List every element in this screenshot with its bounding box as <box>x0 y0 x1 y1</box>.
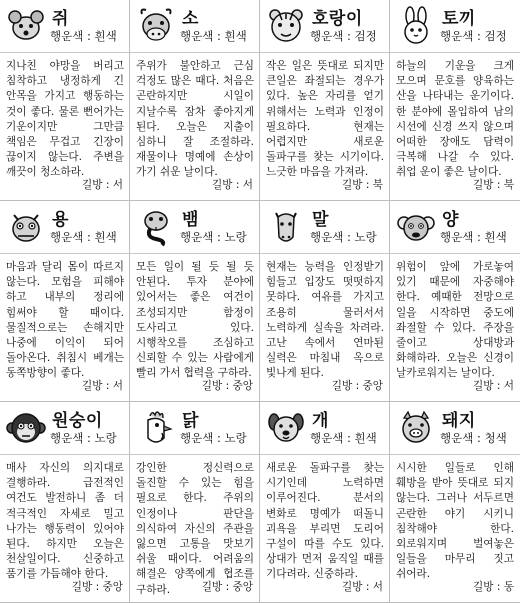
lucky-color-value: 검정 <box>484 29 507 43</box>
zodiac-cell-rat <box>0 0 130 201</box>
cell-header <box>260 0 390 53</box>
cell-header <box>0 402 130 455</box>
lucky-direction-label: 길방 : <box>201 380 233 392</box>
lucky-color-value: 청색 <box>484 431 507 445</box>
rabbit-icon <box>396 6 436 46</box>
lucky-direction-label: 길방 : <box>472 581 504 593</box>
zodiac-cell-rabbit <box>390 0 520 201</box>
zodiac-name: 용 <box>52 210 69 230</box>
lucky-color <box>310 229 377 245</box>
lucky-direction-label: 길방 : <box>341 581 373 593</box>
lucky-color-label: 행운색 : <box>310 230 355 244</box>
lucky-direction-label: 길방 : <box>331 380 363 392</box>
fortune-text: 현재는 능력을 인정받기 힘들고 입장도 떳떳하지 못하다. 여유를 가지고 조용히 물러서서 노력하게 실속을 차려라. 고난 속에서 연마된 실력은 마침내 옥으로 빛나게 된다. <box>266 261 384 380</box>
lucky-direction-label: 길방 : <box>71 581 103 593</box>
zodiac-cell-ox <box>130 0 260 201</box>
lucky-direction <box>82 177 123 192</box>
lucky-color-label: 행운색 : <box>440 230 485 244</box>
lucky-direction <box>473 378 514 393</box>
zodiac-name: 뱀 <box>182 210 199 230</box>
cell-header <box>0 0 130 53</box>
lucky-color-label: 행운색 : <box>310 29 355 43</box>
fortune-text: 모든 일이 될 듯 될 듯 안된다. 투자 분야에 있어서는 좋은 여건이 조성되지만 함정이 도사리고 있다. 시행착오를 조심하고 신뢰할 수 있는 사람에게 빨리 가서 협력을 구하라. <box>136 261 254 380</box>
lucky-color-label: 행운색 : <box>180 29 225 43</box>
snake-icon <box>136 207 176 247</box>
lucky-color-value: 흰색 <box>224 29 247 43</box>
zodiac-cell-pig <box>390 402 520 603</box>
zodiac-name: 닭 <box>182 411 199 431</box>
lucky-color-label: 행운색 : <box>180 230 225 244</box>
cell-header <box>130 402 260 455</box>
zodiac-name: 돼지 <box>442 411 476 431</box>
lucky-color-label: 행운색 : <box>50 230 95 244</box>
lucky-color <box>440 28 507 44</box>
fortune-text: 위험이 앞에 가로놓여 있기 때문에 자중해야 한다. 예때한 전망으로 일을 시작하면 중도에 좌절할 수 있다. 주장을 줄이고 상대방과 화해하라. 오늘은 신경이 날카로워지는 날이다. <box>396 261 514 380</box>
lucky-direction-value: 서 <box>503 380 514 392</box>
zodiac-name: 소 <box>182 9 199 29</box>
monkey-icon <box>6 408 46 448</box>
cell-header <box>130 201 260 254</box>
lucky-color-label: 행운색 : <box>50 29 95 43</box>
zodiac-cell-monkey <box>0 402 130 603</box>
lucky-direction-label: 길방 : <box>81 179 113 191</box>
lucky-direction-label: 길방 : <box>201 581 233 593</box>
lucky-direction-value: 북 <box>372 179 383 191</box>
lucky-direction-value: 중앙 <box>102 581 123 593</box>
lucky-color-value: 흰색 <box>94 29 117 43</box>
fortune-text: 주위가 불안하고 근심 걱정도 많은 때다. 처음은 곤란하지만 시일이 지날수록 잠차 좋아지게 된다. 오늘은 지출이 심하니 잘 조절하라. 재물이나 명예에 손상이 가기 쉬운 날이다. <box>136 60 254 179</box>
fortune-text: 작은 일은 뜻대로 되지만 큰일은 좌절되는 경우가 있다. 높은 자리를 얻기 위해서는 노력과 인정이 필요하다. 현재는 어렵지만 새로운 돌파구를 찾는 시기이다. 느긋한 마음을 가져라. <box>266 60 384 179</box>
fortune-text: 시시한 일들로 인해 훼방을 받아 뜻대로 되지 않는다. 그러나 서두르면 곤란한 야기 시키니 침착해야 한다. 외로워지며 벌여놓은 일들을 마무리 짓고 쉬어라. <box>396 462 514 581</box>
lucky-direction <box>212 177 253 192</box>
cell-header <box>260 402 390 455</box>
lucky-direction-label: 길방 : <box>472 380 504 392</box>
fortune-text: 하늘의 기운을 크게 모으며 문호를 양육하는 산을 나타내는 운기이다. 한 분야에 몰입하여 남의 시선에 신경 쓰지 않으며 어떠한 장애도 담력이 극복해 나갈 수 있다. 취업 운이 좋은 날이다. <box>396 60 514 179</box>
cell-header <box>130 0 260 53</box>
lucky-direction-value: 서 <box>112 179 123 191</box>
lucky-direction-value: 서 <box>372 581 383 593</box>
lucky-direction-label: 길방 : <box>341 179 373 191</box>
cell-header <box>260 201 390 254</box>
horse-icon <box>266 207 306 247</box>
lucky-color <box>180 430 247 446</box>
lucky-color-value: 검정 <box>354 29 377 43</box>
zodiac-name: 개 <box>312 411 329 431</box>
lucky-color-label: 행운색 : <box>180 431 225 445</box>
lucky-color-value: 노랑 <box>224 230 247 244</box>
ox-icon <box>136 6 176 46</box>
lucky-color-label: 행운색 : <box>50 431 95 445</box>
tiger-icon <box>266 6 306 46</box>
fortune-text: 새로운 돌파구를 찾는 시기인데 노력하면 이루어진다. 분서의 변화로 명예가 떠돌니 괴욕을 부리면 도리어 구설이 따를 수도 있다. 상대가 먼저 움직일 때를 기다려라. 신중하라. <box>266 462 384 581</box>
lucky-color-label: 행운색 : <box>310 431 355 445</box>
cell-header <box>0 201 130 254</box>
lucky-direction <box>202 378 253 393</box>
zodiac-name: 토끼 <box>442 9 476 29</box>
lucky-direction-value: 서 <box>242 179 253 191</box>
dog-icon <box>266 408 306 448</box>
lucky-color <box>180 229 247 245</box>
lucky-direction-value: 북 <box>503 179 514 191</box>
lucky-color <box>310 430 377 446</box>
zodiac-cell-rooster <box>130 402 260 603</box>
zodiac-cell-snake <box>130 201 260 402</box>
lucky-color-label: 행운색 : <box>440 431 485 445</box>
zodiac-cell-tiger <box>260 0 390 201</box>
lucky-color <box>310 28 377 44</box>
zodiac-cell-dog <box>260 402 390 603</box>
dragon-icon <box>6 207 46 247</box>
lucky-color <box>180 28 247 44</box>
lucky-color <box>440 430 507 446</box>
zodiac-name: 양 <box>442 210 459 230</box>
zodiac-name: 호랑이 <box>312 9 363 29</box>
zodiac-name: 원숭이 <box>52 411 103 431</box>
zodiac-name: 쥐 <box>52 9 69 29</box>
cell-header <box>390 0 520 53</box>
zodiac-cell-dragon <box>0 201 130 402</box>
rat-icon <box>6 6 46 46</box>
lucky-color <box>50 430 117 446</box>
lucky-color <box>50 229 117 245</box>
fortune-text: 강인한 정신력으로 돌진할 수 있는 힘을 필요로 한다. 주위의 인정이나 판단을 의식하여 자신의 주관을 잃으면 고통을 맛보기 쉬울 때이다. 어려움의 해결은 양쪽에게 협조를 구하라. <box>136 462 254 596</box>
lucky-color-value: 노랑 <box>354 230 377 244</box>
lucky-color-value: 흰색 <box>94 230 117 244</box>
pig-icon <box>396 408 436 448</box>
lucky-color <box>440 229 507 245</box>
fortune-text: 매사 자신의 의지대로 결행하라. 급전적인 여건도 발전하니 좀 더 적극적인 자세로 밀고 나가는 행동력이 있어야 된다. 하지만 오늘은 천살일이다. 신중하고 품기를 가듬해야 한다. <box>6 462 124 581</box>
rooster-icon <box>136 408 176 448</box>
lucky-color-value: 흰색 <box>354 431 377 445</box>
lucky-direction-label: 길방 : <box>211 179 243 191</box>
lucky-direction-label: 길방 : <box>472 179 504 191</box>
lucky-color-value: 흰색 <box>484 230 507 244</box>
lucky-direction <box>202 579 253 594</box>
lucky-direction <box>332 378 383 393</box>
lucky-direction-value: 동 <box>503 581 514 593</box>
zodiac-cell-sheep <box>390 201 520 402</box>
lucky-direction <box>72 579 123 594</box>
fortune-text: 지나친 야망을 버리고 침착하고 냉정하게 긴 안목을 가지고 행동하는 것이 좋다. 물론 뻔어가는 기운이지만 그만큼 책임은 무겁고 긴장이 끊이지 않는다. 주변을 깨끗이 청소하라. <box>6 60 124 179</box>
lucky-direction <box>473 177 514 192</box>
cell-header <box>390 402 520 455</box>
zodiac-name: 말 <box>312 210 329 230</box>
lucky-direction <box>342 177 383 192</box>
lucky-direction-value: 서 <box>112 380 123 392</box>
lucky-color-value: 노랑 <box>94 431 117 445</box>
lucky-color <box>50 28 117 44</box>
lucky-direction-label: 길방 : <box>81 380 113 392</box>
cell-header <box>390 201 520 254</box>
fortune-text: 마음과 달리 몸이 따르지 않는다. 모험을 피해야 하고 내부의 정리에 힘써야 할 때이다. 물질적으로는 손해지만 나중에 이익이 되어 돌아온다. 취침시 베개는 동쪽방향이 좋다. <box>6 261 124 380</box>
lucky-color-label: 행운색 : <box>440 29 485 43</box>
lucky-color-value: 노랑 <box>224 431 247 445</box>
lucky-direction-value: 중앙 <box>362 380 383 392</box>
sheep-icon <box>396 207 436 247</box>
zodiac-cell-horse <box>260 201 390 402</box>
lucky-direction-value: 중앙 <box>232 581 253 593</box>
lucky-direction-value: 중앙 <box>232 380 253 392</box>
lucky-direction <box>82 378 123 393</box>
lucky-direction <box>342 579 383 594</box>
lucky-direction <box>473 579 514 594</box>
